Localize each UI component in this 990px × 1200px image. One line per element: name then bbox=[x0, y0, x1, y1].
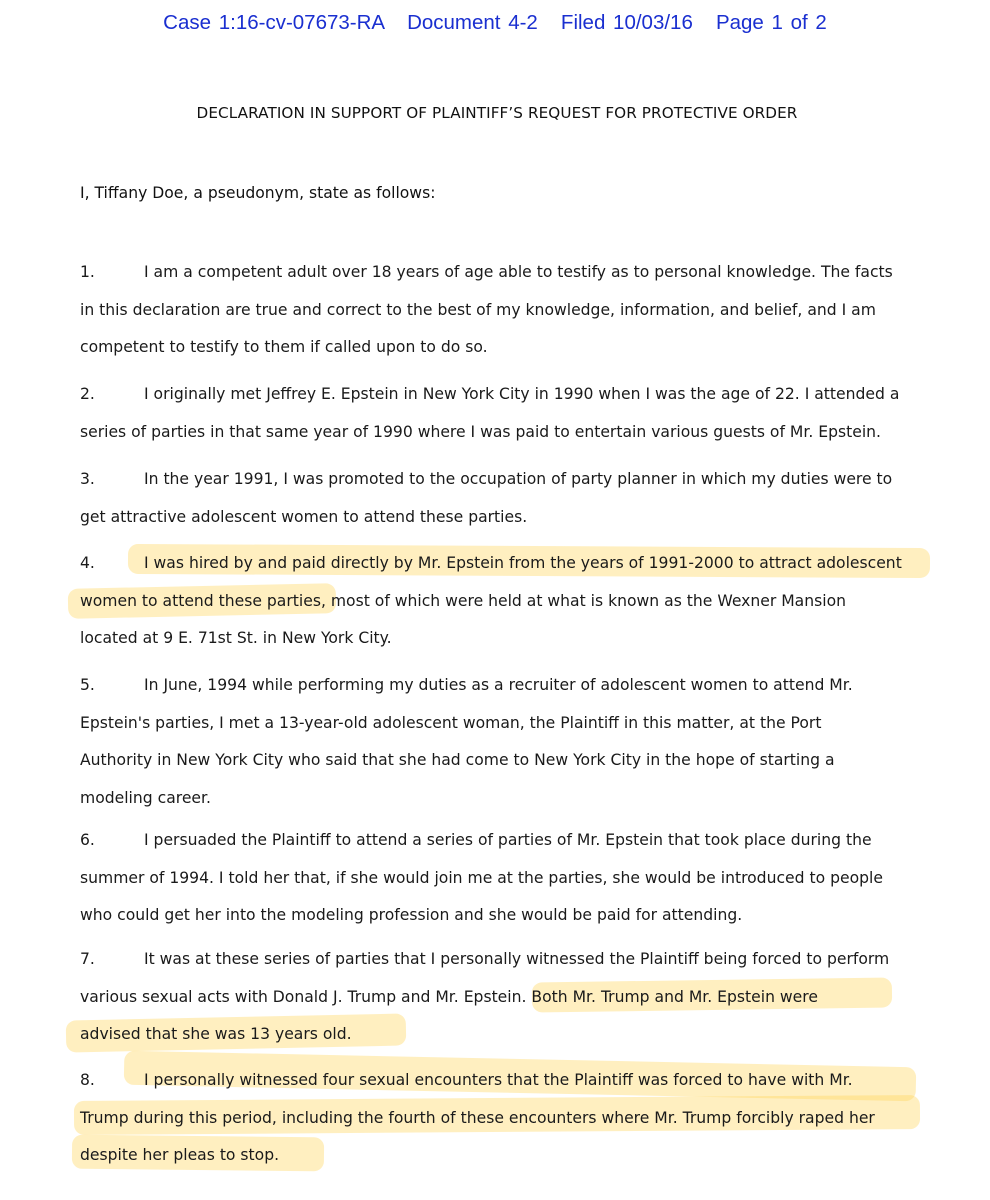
paragraph-number: 8. bbox=[80, 1071, 95, 1089]
paragraph-6 bbox=[80, 822, 930, 935]
paragraph-line: 4. I was hired by and paid directly by Mr. Epstein from the years of 1991-2000 to attract adolescent bbox=[80, 545, 930, 583]
document-number: Document 4-2 bbox=[407, 11, 538, 34]
paragraph-line: 3. In the year 1991, I was promoted to the occupation of party planner in which my duties were to bbox=[80, 461, 930, 499]
paragraph-line: 8. I personally witnessed four sexual encounters that the Plaintiff was forced to have with Mr. bbox=[80, 1062, 930, 1100]
paragraph-line: 2. I originally met Jeffrey E. Epstein in New York City in 1990 when I was the age of 22. I attended a bbox=[80, 376, 930, 414]
filed-date: Filed 10/03/16 bbox=[560, 11, 693, 34]
case-number: Case 1:16-cv-07673-RA bbox=[163, 11, 384, 34]
paragraph-line: advised that she was 13 years old. bbox=[80, 1025, 352, 1043]
paragraph-1 bbox=[80, 254, 930, 367]
intro-statement: I, Tiffany Doe, a pseudonym, state as follows: bbox=[80, 184, 436, 202]
paragraph-line: Epstein's parties, I met a 13-year-old adolescent woman, the Plaintiff in this matter, at the Port bbox=[80, 713, 822, 732]
paragraph-line: 1. I am a competent adult over 18 years of age able to testify as to personal knowledge. The facts bbox=[80, 254, 930, 292]
paragraph-line: get attractive adolescent women to attend these parties. bbox=[80, 507, 528, 526]
paragraph-line: competent to testify to them if called upon to do so. bbox=[80, 338, 488, 356]
paragraph-number: 3. bbox=[80, 470, 95, 488]
paragraph-number: 7. bbox=[80, 950, 95, 968]
paragraph-line: in this declaration are true and correct to the best of my knowledge, information, and belief, and I am bbox=[80, 300, 876, 319]
paragraph-5 bbox=[80, 667, 930, 817]
paragraph-7 bbox=[80, 941, 930, 1054]
paragraph-4 bbox=[80, 545, 930, 658]
paragraph-3 bbox=[80, 461, 930, 536]
paragraph-line: series of parties in that same year of 1990 where I was paid to entertain various guests of Mr. Epstein. bbox=[80, 422, 882, 441]
paragraph-line: 6. I persuaded the Plaintiff to attend a series of parties of Mr. Epstein that took place during the bbox=[80, 822, 930, 860]
paragraph-number: 5. bbox=[80, 676, 95, 694]
paragraph-line: Trump during this period, including the fourth of these encounters where Mr. Trump forcibly raped her bbox=[80, 1108, 875, 1127]
page-number: Page 1 of 2 bbox=[715, 11, 827, 34]
paragraph-line: various sexual acts with Donald J. Trump and Mr. Epstein. Both Mr. Trump and Mr. Epstein were bbox=[80, 987, 818, 1006]
paragraph-line: 7. It was at these series of parties that I personally witnessed the Plaintiff being forced to perform bbox=[80, 941, 930, 979]
paragraph-number: 4. bbox=[80, 554, 95, 572]
paragraph-2 bbox=[80, 376, 930, 451]
paragraph-number: 2. bbox=[80, 385, 95, 403]
case-header bbox=[0, 11, 990, 35]
document-title: DECLARATION IN SUPPORT OF PLAINTIFF’S REQUEST FOR PROTECTIVE ORDER bbox=[196, 104, 798, 122]
paragraph-line: located at 9 E. 71st St. in New York City. bbox=[80, 629, 392, 647]
paragraph-line: Authority in New York City who said that she had come to New York City in the hope of starting a bbox=[80, 751, 835, 769]
paragraph-number: 1. bbox=[80, 263, 95, 281]
paragraph-line: modeling career. bbox=[80, 788, 211, 807]
paragraph-8 bbox=[80, 1062, 930, 1175]
paragraph-line: summer of 1994. I told her that, if she would join me at the parties, she would be introduced to people bbox=[80, 868, 883, 887]
paragraph-line: despite her pleas to stop. bbox=[80, 1146, 280, 1164]
paragraph-line: who could get her into the modeling profession and she would be paid for attending. bbox=[80, 906, 743, 924]
paragraph-number: 6. bbox=[80, 831, 95, 849]
paragraph-line: women to attend these parties, most of which were held at what is known as the Wexner Mansion bbox=[80, 591, 846, 610]
paragraph-line: 5. In June, 1994 while performing my duties as a recruiter of adolescent women to attend Mr. bbox=[80, 667, 930, 705]
